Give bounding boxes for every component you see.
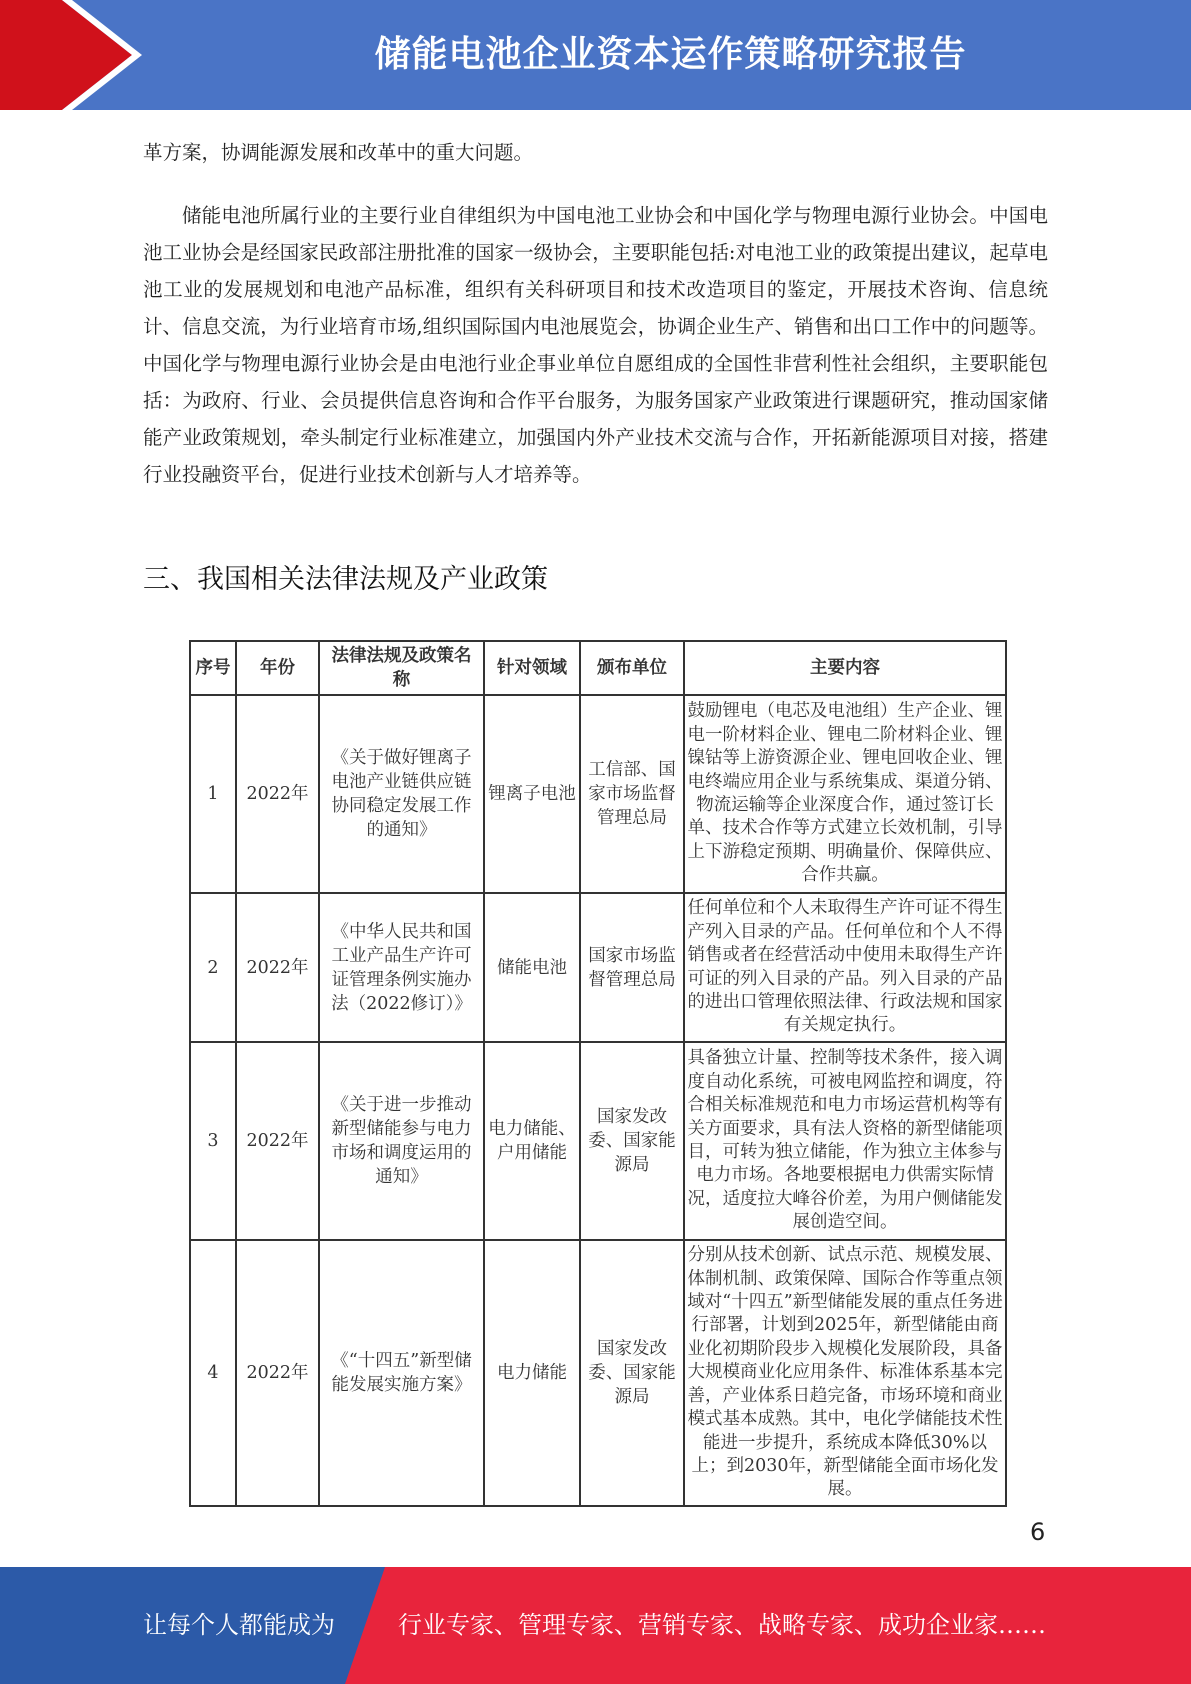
- cell-issuer: 国家发改委、国家能源局: [580, 1240, 684, 1506]
- cell-field: 储能电池: [484, 893, 580, 1042]
- cell-content: 具备独立计量、控制等技术条件，接入调度自动化系统，可被电网监控和调度，符合相关标准规范和电力市场运营机构等有关方面要求，具有法人资格的新型储能项目，可转为独立储能，作为独立主体参与电力市场。各地要根据电力供需实际情况，适度拉大峰谷价差，为用户侧储能发展创造空间。: [684, 1042, 1006, 1240]
- header-arrow-graphic: [0, 0, 150, 110]
- cell-content: 鼓励锂电（电芯及电池组）生产企业、锂电一阶材料企业、锂电二阶材料企业、锂镍钴等上游资源企业、锂电回收企业、锂电终端应用企业与系统集成、渠道分销、物流运输等企业深度合作，通过签订长单、技术合作等方式建立长效机制，引导上下游稳定预期、明确量价、保障供应、合作共赢。: [684, 695, 1006, 893]
- cell-number: 3: [190, 1042, 236, 1240]
- footer-right-text: 行业专家、管理专家、营销专家、战略专家、成功企业家……: [398, 1611, 1046, 1639]
- header-cell-field: 针对领域: [484, 641, 580, 695]
- cell-field: 电力储能、户用储能: [484, 1042, 580, 1240]
- cell-field: 电力储能: [484, 1240, 580, 1506]
- cell-issuer: 国家市场监督管理总局: [580, 893, 684, 1042]
- cell-number: 4: [190, 1240, 236, 1506]
- paragraph-continued: 革方案，协调能源发展和改革中的重大问题。: [143, 141, 534, 164]
- cell-policy-name: 《关于进一步推动新型储能参与电力市场和调度运用的通知》: [319, 1042, 484, 1240]
- header-cell-issuer: 颁布单位: [580, 641, 684, 695]
- cell-content: 任何单位和个人未取得生产许可证不得生产列入目录的产品。任何单位和个人不得销售或者在经营活动中使用未取得生产许可证的列入目录的产品。列入目录的产品的进出口管理依照法律、行政法规和国家有关规定执行。: [684, 893, 1006, 1042]
- page-footer: [0, 1567, 1191, 1684]
- page-number: 6: [1030, 1518, 1046, 1546]
- cell-year: 2022年: [236, 1042, 319, 1240]
- cell-year: 2022年: [236, 893, 319, 1042]
- paragraph-industry-associations: 储能电池所属行业的主要行业自律组织为中国电池工业协会和中国化学与物理电源行业协会。中国电池工业协会是经国家民政部注册批准的国家一级协会，主要职能包括:对电池工业的政策提出建议，起草电池工业的发展规划和电池产品标准，组织有关科研项目和技术改造项目的鉴定，开展技术咨询、信息统计、信息交流，为行业培育市场,组织国际国内电池展览会，协调企业生产、销售和出口工作中的问题等。中国化学与物理电源行业协会是由电池行业企事业单位自愿组成的全国性非营利性社会组织，主要职能包括：为政府、行业、会员提供信息咨询和合作平台服务，为服务国家产业政策进行课题研究，推动国家储能产业政策规划，牵头制定行业标准建立，加强国内外产业技术交流与合作，开拓新能源项目对接，搭建行业投融资平台，促进行业技术创新与人才培养等。: [143, 204, 1048, 486]
- header-cell-number: 序号: [190, 641, 236, 695]
- cell-number: 2: [190, 893, 236, 1042]
- table-row: [190, 893, 1006, 1042]
- header-cell-year: 年份: [236, 641, 319, 695]
- cell-field: 锂离子电池: [484, 695, 580, 893]
- cell-policy-name: 《中华人民共和国工业产品生产许可证管理条例实施办法（2022修订）》: [319, 893, 484, 1042]
- section-heading: 三、我国相关法律法规及产业政策: [143, 564, 548, 595]
- cell-policy-name: 《关于做好锂离子电池产业链供应链协同稳定发展工作的通知》: [319, 695, 484, 893]
- table-row: [190, 1240, 1006, 1506]
- policy-table: [189, 640, 1007, 1507]
- page-header: [0, 0, 1191, 110]
- header-cell-policy-name: 法律法规及政策名称: [319, 641, 484, 695]
- header-cell-content: 主要内容: [684, 641, 1006, 695]
- cell-number: 1: [190, 695, 236, 893]
- cell-policy-name: 《“十四五”新型储能发展实施方案》: [319, 1240, 484, 1506]
- footer-left-text: 让每个人都能成为: [143, 1611, 335, 1639]
- table-row: [190, 1042, 1006, 1240]
- cell-year: 2022年: [236, 695, 319, 893]
- header-title: 储能电池企业资本运作策略研究报告: [374, 34, 967, 75]
- table-row: [190, 695, 1006, 893]
- cell-content: 分别从技术创新、试点示范、规模发展、体制机制、政策保障、国际合作等重点领域对“十四五”新型储能发展的重点任务进行部署，计划到2025年，新型储能由商业化初期阶段步入规模化发展阶段，具备大规模商业化应用条件、标准体系基本完善，产业体系日趋完备，市场环境和商业模式基本成熟。其中，电化学储能技术性能进一步提升，系统成本降低30%以上；到2030年，新型储能全面市场化发展。: [684, 1240, 1006, 1506]
- cell-year: 2022年: [236, 1240, 319, 1506]
- cell-issuer: 国家发改委、国家能源局: [580, 1042, 684, 1240]
- table-header-row: [190, 641, 1006, 695]
- cell-issuer: 工信部、国家市场监督管理总局: [580, 695, 684, 893]
